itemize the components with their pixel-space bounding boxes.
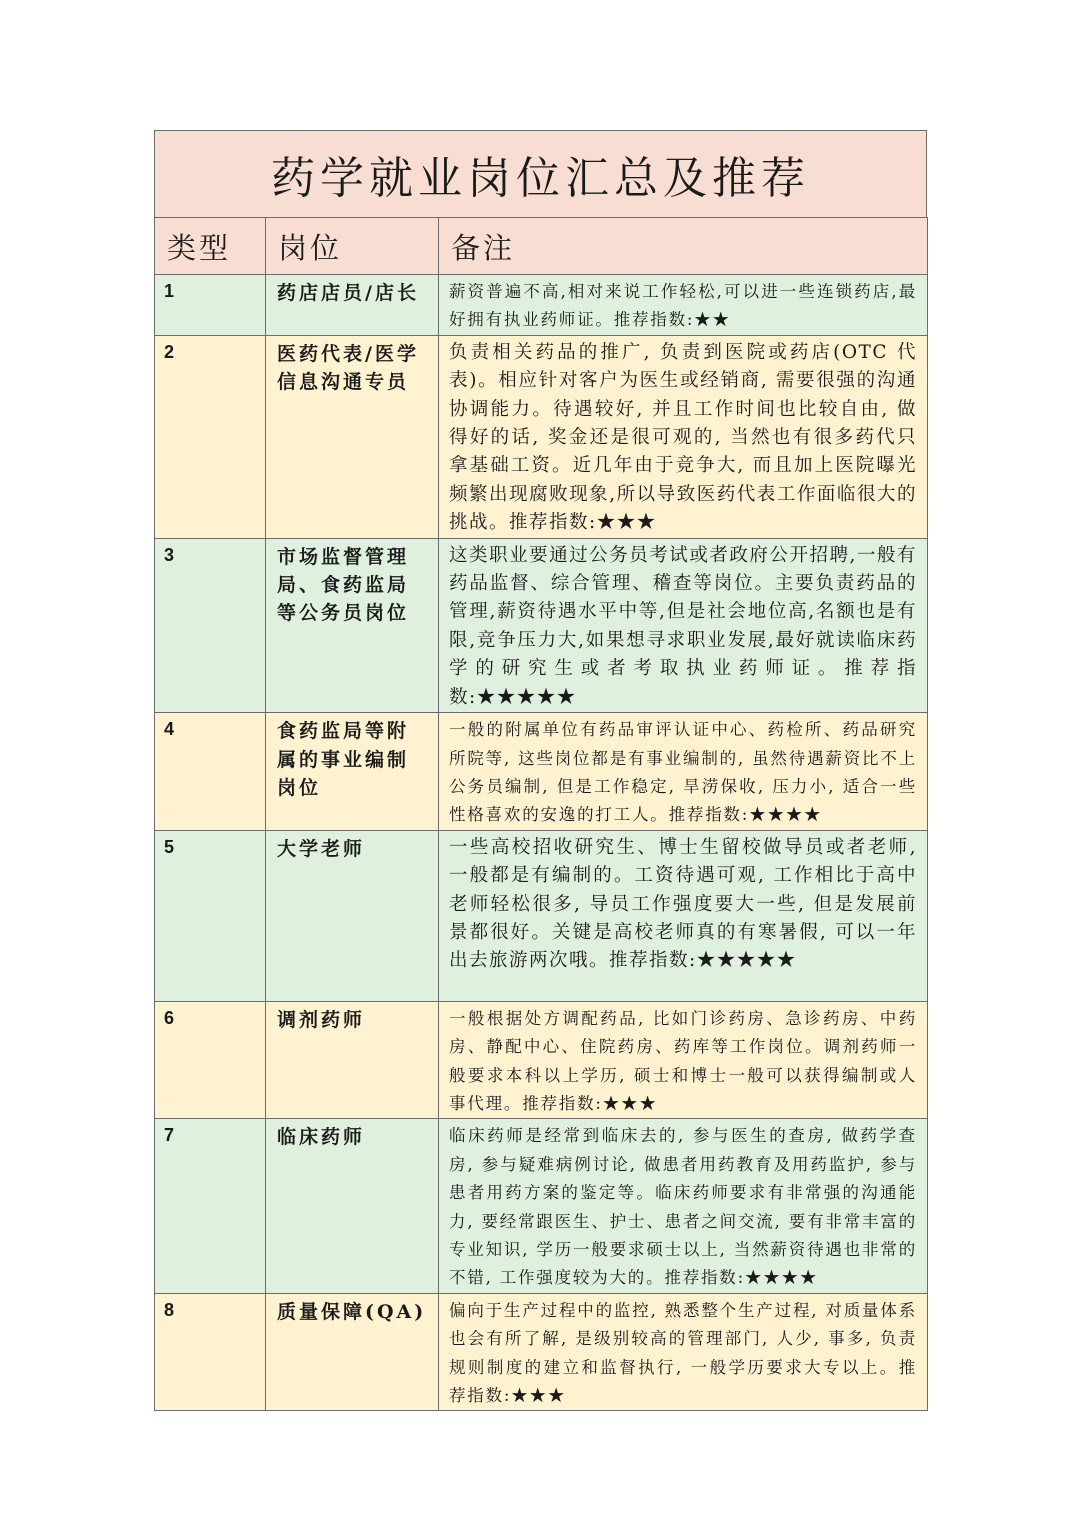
- row-notes: 一般的附属单位有药品审评认证中心、药检所、药品研究所院等, 这些岗位都是有事业编制的, 虽然待遇薪资比不上公务员编制, 但是工作稳定, 旱涝保收, 压力小, 适合一些性格喜欢的安逸的打工人。推荐指数:★★★★: [439, 713, 928, 831]
- row-position: 医药代表/医学信息沟通专员: [266, 335, 439, 538]
- row-type: 3: [155, 538, 266, 712]
- row-type: 5: [155, 830, 266, 1001]
- row-notes: 一般根据处方调配药品, 比如门诊药房、急诊药房、中药房、静配中心、住院药房、药库等工作岗位。调剂药师一般要求本科以上学历, 硕士和博士一般可以获得编制或人事代理。推荐指数:★★★: [439, 1001, 928, 1119]
- table-row: [155, 713, 928, 831]
- table-row: [155, 1293, 928, 1411]
- row-position: 调剂药师: [266, 1001, 439, 1119]
- row-notes: 薪资普遍不高,相对来说工作轻松,可以进一些连锁药店,最好拥有执业药师证。推荐指数:★★: [439, 275, 928, 336]
- jobs-table: [154, 217, 928, 1411]
- row-position: 质量保障(QA): [266, 1293, 439, 1411]
- row-position: 食药监局等附属的事业编制岗位: [266, 713, 439, 831]
- row-type: 2: [155, 335, 266, 538]
- document-sheet: [154, 130, 927, 1411]
- row-type: 7: [155, 1119, 266, 1293]
- row-type: 1: [155, 275, 266, 336]
- row-position: 市场监督管理局、食药监局等公务员岗位: [266, 538, 439, 712]
- header-notes: 备注: [439, 218, 928, 275]
- row-notes: 偏向于生产过程中的监控, 熟悉整个生产过程, 对质量体系也会有所了解, 是级别较高的管理部门, 人少, 事多, 负责规则制度的建立和监督执行, 一般学历要求大专以上。推荐指数:★★★: [439, 1293, 928, 1411]
- row-type: 8: [155, 1293, 266, 1411]
- document-title: 药学就业岗位汇总及推荐: [154, 130, 927, 217]
- row-type: 6: [155, 1001, 266, 1119]
- row-position: 药店店员/店长: [266, 275, 439, 336]
- table-row: [155, 538, 928, 712]
- header-type: 类型: [155, 218, 266, 275]
- header-position: 岗位: [266, 218, 439, 275]
- row-notes: 负责相关药品的推广, 负责到医院或药店(OTC 代表)。相应针对客户为医生或经销商, 需要很强的沟通协调能力。待遇较好, 并且工作时间也比较自由, 做得好的话, 奖金还是很可观的, 当然也有很多药代只拿基础工资。近几年由于竞争大, 而且加上医院曝光频繁出现腐败现象,所以导致医药代表工作面临很大的挑战。推荐指数:★★★: [439, 335, 928, 538]
- table-row: [155, 1119, 928, 1293]
- table-header-row: [155, 218, 928, 275]
- table-row: [155, 335, 928, 538]
- table-row: [155, 830, 928, 1001]
- table-row: [155, 275, 928, 336]
- row-notes: 这类职业要通过公务员考试或者政府公开招聘,一般有药品监督、综合管理、稽查等岗位。主要负责药品的管理,薪资待遇水平中等,但是社会地位高,名额也是有限,竞争压力大,如果想寻求职业发展,最好就读临床药学的研究生或者考取执业药师证。推荐指数:★★★★★: [439, 538, 928, 712]
- row-notes: 一些高校招收研究生、博士生留校做导员或者老师, 一般都是有编制的。工资待遇可观, 工作相比于高中老师轻松很多, 导员工作强度要大一些, 但是发展前景都很好。关键是高校老师真的有寒暑假, 可以一年出去旅游两次哦。推荐指数:★★★★★: [439, 830, 928, 1001]
- table-row: [155, 1001, 928, 1119]
- row-position: 大学老师: [266, 830, 439, 1001]
- row-type: 4: [155, 713, 266, 831]
- row-notes: 临床药师是经常到临床去的, 参与医生的查房, 做药学查房, 参与疑难病例讨论, 做患者用药教育及用药监护, 参与患者用药方案的鉴定等。临床药师要求有非常强的沟通能力, 要经常跟医生、护士、患者之间交流, 要有非常丰富的专业知识, 学历一般要求硕士以上, 当然薪资待遇也非常的不错, 工作强度较为大的。推荐指数:★★★★: [439, 1119, 928, 1293]
- row-position: 临床药师: [266, 1119, 439, 1293]
